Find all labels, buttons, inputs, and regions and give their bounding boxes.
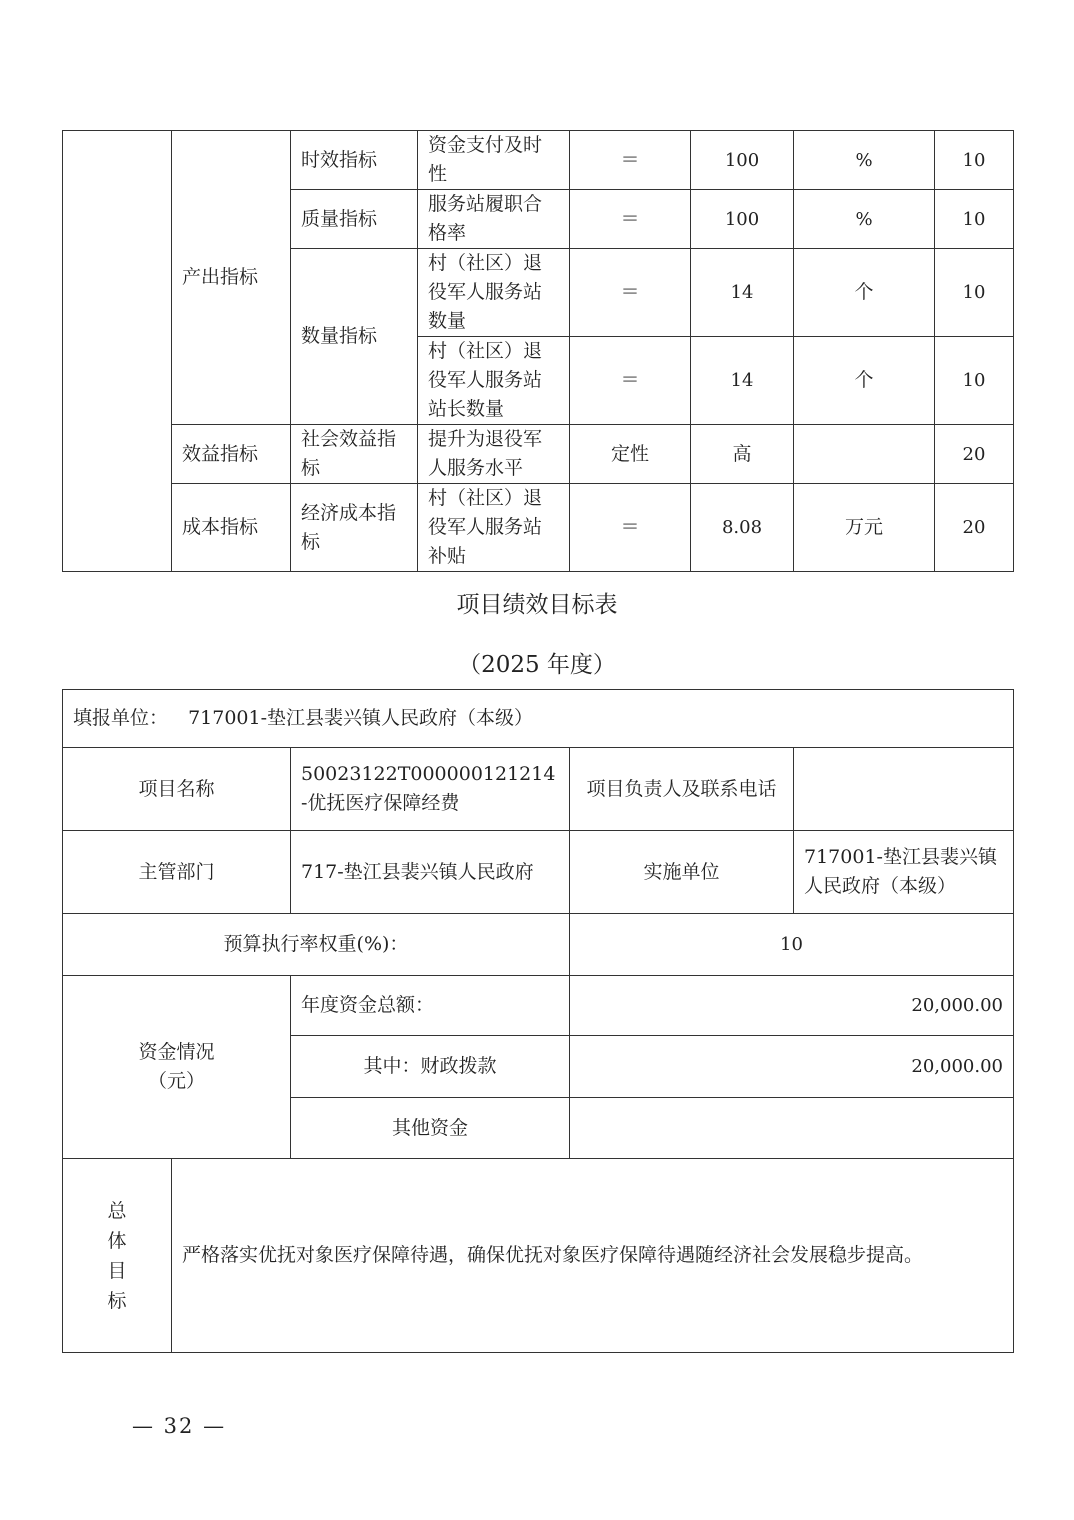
annual-total-value: 20,000.00 [570, 976, 1014, 1036]
target-value: 100 [691, 131, 794, 190]
other-funds-label: 其他资金 [291, 1098, 570, 1159]
funds-label: 资金情况（元） [63, 976, 291, 1159]
page-title: 项目绩效目标表 [456, 592, 618, 618]
indicator-name: 服务站履职合格率 [418, 190, 570, 249]
table-row [63, 976, 1014, 1036]
page-number: — 32 — [132, 1414, 227, 1438]
operator: ＝ [570, 484, 691, 572]
unit [794, 425, 935, 484]
other-funds-value [570, 1098, 1014, 1159]
table-row [63, 131, 1014, 190]
target-value: 14 [691, 337, 794, 425]
level2-cell: 成本指标 [172, 484, 291, 572]
table-row [63, 690, 1014, 748]
filler-value: 717001-垫江县裴兴镇人民政府（本级） [188, 707, 534, 729]
indicator-name: 村（社区）退役军人服务站数量 [418, 249, 570, 337]
unit: 个 [794, 249, 935, 337]
goal-label-char: 目 [107, 1259, 127, 1282]
goal-text: 严格落实优抚对象医疗保障待遇，确保优抚对象医疗保障待遇随经济社会发展稳步提高。 [172, 1159, 1014, 1353]
goal-label-char: 标 [107, 1289, 127, 1312]
score: 20 [935, 484, 1014, 572]
fiscal-label: 其中：财政拨款 [291, 1036, 570, 1098]
target-value: 14 [691, 249, 794, 337]
table-row [63, 484, 1014, 572]
goal-label-char: 总 [107, 1199, 127, 1222]
target-value: 高 [691, 425, 794, 484]
indicator-name: 提升为退役军人服务水平 [418, 425, 570, 484]
fiscal-value: 20,000.00 [570, 1036, 1014, 1098]
score: 10 [935, 249, 1014, 337]
score: 20 [935, 425, 1014, 484]
goal-label-char: 体 [107, 1229, 127, 1252]
annual-total-label: 年度资金总额： [291, 976, 570, 1036]
level3-cell: 社会效益指标 [291, 425, 418, 484]
indicator-table [62, 130, 1014, 572]
dept-value: 717-垫江县裴兴镇人民政府 [291, 831, 570, 914]
table-row [63, 748, 1014, 831]
contact-label: 项目负责人及联系电话 [570, 748, 794, 831]
unit: 个 [794, 337, 935, 425]
project-name-label: 项目名称 [63, 748, 291, 831]
operator: ＝ [570, 249, 691, 337]
level3-cell: 质量指标 [291, 190, 418, 249]
page-subtitle: （2025 年度） [458, 652, 616, 678]
unit: % [794, 190, 935, 249]
unit: 万元 [794, 484, 935, 572]
level3-cell: 经济成本指标 [291, 484, 418, 572]
operator: ＝ [570, 337, 691, 425]
table-row [63, 831, 1014, 914]
level1-cell [63, 131, 172, 572]
level2-cell: 产出指标 [172, 131, 291, 425]
target-value: 100 [691, 190, 794, 249]
dept-label: 主管部门 [63, 831, 291, 914]
level3-cell: 数量指标 [291, 249, 418, 425]
table-row [63, 1159, 1014, 1353]
table-row [63, 425, 1014, 484]
filler-label: 填报单位： [73, 707, 169, 729]
target-value: 8.08 [691, 484, 794, 572]
operator: ＝ [570, 131, 691, 190]
contact-value [794, 748, 1014, 831]
operator: 定性 [570, 425, 691, 484]
indicator-name: 村（社区）退役军人服务站补贴 [418, 484, 570, 572]
goal-label [63, 1159, 172, 1353]
impl-value: 717001-垫江县裴兴镇人民政府（本级） [794, 831, 1014, 914]
indicator-name: 村（社区）退役军人服务站站长数量 [418, 337, 570, 425]
score: 10 [935, 190, 1014, 249]
score: 10 [935, 337, 1014, 425]
impl-label: 实施单位 [570, 831, 794, 914]
indicator-name: 资金支付及时性 [418, 131, 570, 190]
project-table [62, 689, 1014, 1353]
budget-weight-label: 预算执行率权重(%)： [63, 914, 570, 976]
filler-row [63, 690, 1014, 748]
project-name-value: 50023122T000000121214-优抚医疗保障经费 [291, 748, 570, 831]
operator: ＝ [570, 190, 691, 249]
unit: % [794, 131, 935, 190]
level3-cell: 时效指标 [291, 131, 418, 190]
level2-cell: 效益指标 [172, 425, 291, 484]
budget-weight-value: 10 [570, 914, 1014, 976]
table-row [63, 914, 1014, 976]
score: 10 [935, 131, 1014, 190]
